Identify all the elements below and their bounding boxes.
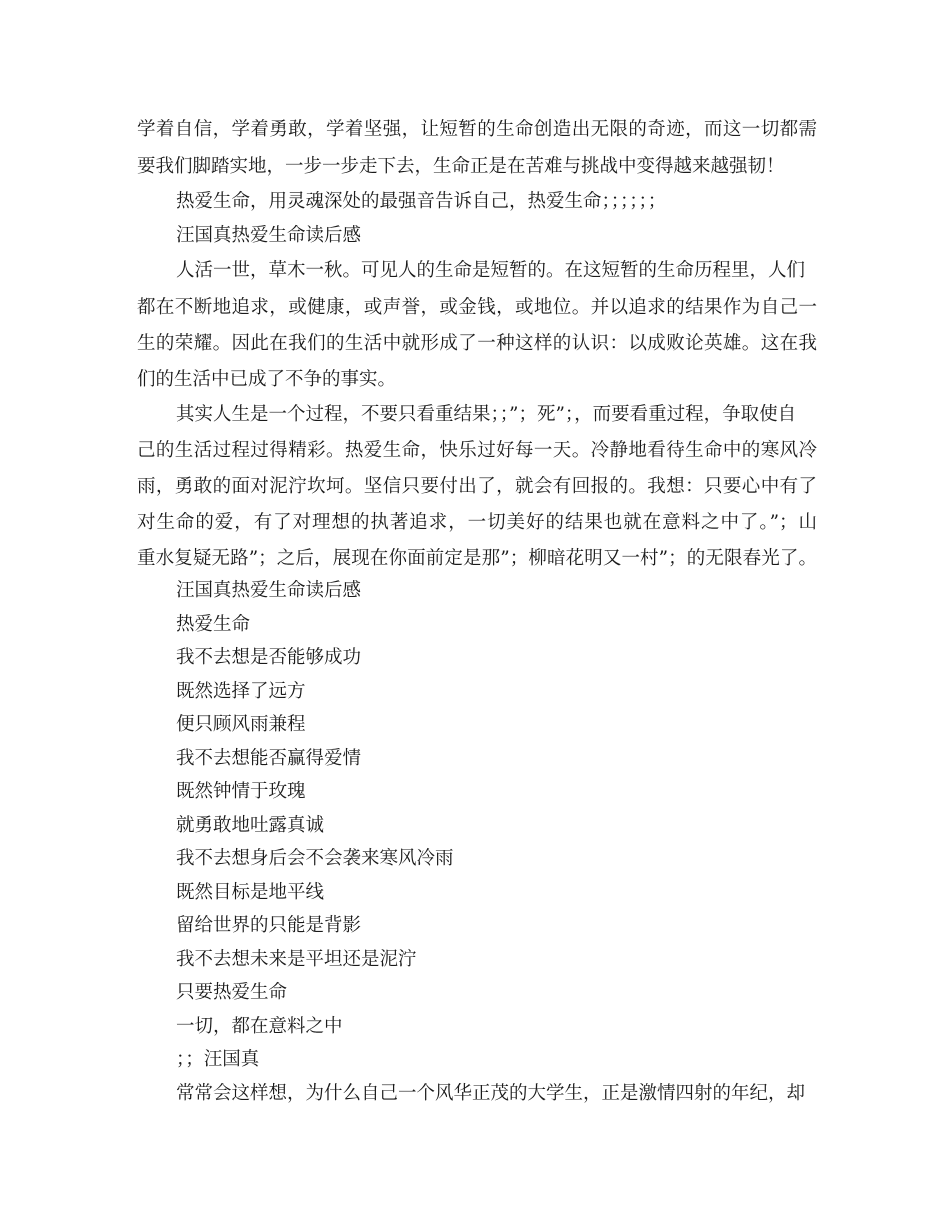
paragraph-line: 们的生活中已成了不争的事实。 bbox=[137, 369, 397, 390]
text-line: 学着自信，学着勇敢，学着坚强，让短暂的生命创造出无限的奇迹，而这一切都需 bbox=[137, 119, 817, 140]
poem-line: 既然钟情于玫瑰 bbox=[176, 781, 306, 802]
paragraph-line: 重水复疑无路”；之后，展现在你面前定是那”；柳暗花明又一村”；的无限春光了。 bbox=[137, 548, 817, 569]
paragraph-line: 常常会这样想，为什么自己一个风华正茂的大学生，正是激情四射的年纪，却 bbox=[176, 1083, 806, 1104]
poem-line: 我不去想身后会不会袭来寒风冷雨 bbox=[176, 848, 454, 869]
poem-line: 留给世界的只能是背影 bbox=[176, 915, 362, 936]
poem-line: 我不去想是否能够成功 bbox=[176, 647, 362, 668]
heading: 汪国真热爱生命读后感 bbox=[176, 580, 362, 601]
poem-line: 便只顾风雨兼程 bbox=[176, 714, 306, 735]
paragraph-line: 其实人生是一个过程，不要只看重结果；；”；死”；，而要看重过程，争取使自 bbox=[176, 404, 797, 425]
paragraph-line: 己的生活过程过得精彩。热爱生命，快乐过好每一天。冷静地看待生命中的寒风冷 bbox=[137, 440, 817, 461]
paragraph-line: 都在不断地追求，或健康，或声誉，或金钱，或地位。并以追求的结果作为自己一 bbox=[137, 297, 817, 318]
paragraph-line: 对生命的爱，有了对理想的执著追求，一切美好的结果也就在意料之中了。”；山 bbox=[137, 512, 817, 533]
text-line: 要我们脚踏实地，一步一步走下去，生命正是在苦难与挑战中变得越来越强韧！ bbox=[137, 156, 785, 177]
poem-title: 热爱生命 bbox=[176, 614, 251, 635]
paragraph-line: 雨，勇敢的面对泥泞坎坷。坚信只要付出了，就会有回报的。我想：只要心中有了 bbox=[137, 476, 817, 497]
poem-line: 就勇敢地吐露真诚 bbox=[176, 815, 325, 836]
poem-line: 既然目标是地平线 bbox=[176, 882, 325, 903]
poem-line: 一切，都在意料之中 bbox=[176, 1016, 343, 1037]
text-line: 热爱生命，用灵魂深处的最强音告诉自己，热爱生命；；；；；； bbox=[176, 191, 667, 212]
heading: 汪国真热爱生命读后感 bbox=[176, 225, 362, 246]
poem-line: 既然选择了远方 bbox=[176, 681, 306, 702]
poem-author: ；；汪国真 bbox=[176, 1049, 260, 1070]
paragraph-line: 人活一世，草木一秋。可见人的生命是短暂的。在这短暂的生命历程里，人们 bbox=[176, 260, 806, 281]
poem-line: 我不去想未来是平坦还是泥泞 bbox=[176, 949, 417, 970]
poem-line: 我不去想能否赢得爱情 bbox=[176, 748, 362, 769]
poem-line: 只要热爱生命 bbox=[176, 982, 288, 1003]
paragraph-line: 生的荣耀。因此在我们的生活中就形成了一种这样的认识：以成败论英雄。这在我 bbox=[137, 333, 817, 354]
